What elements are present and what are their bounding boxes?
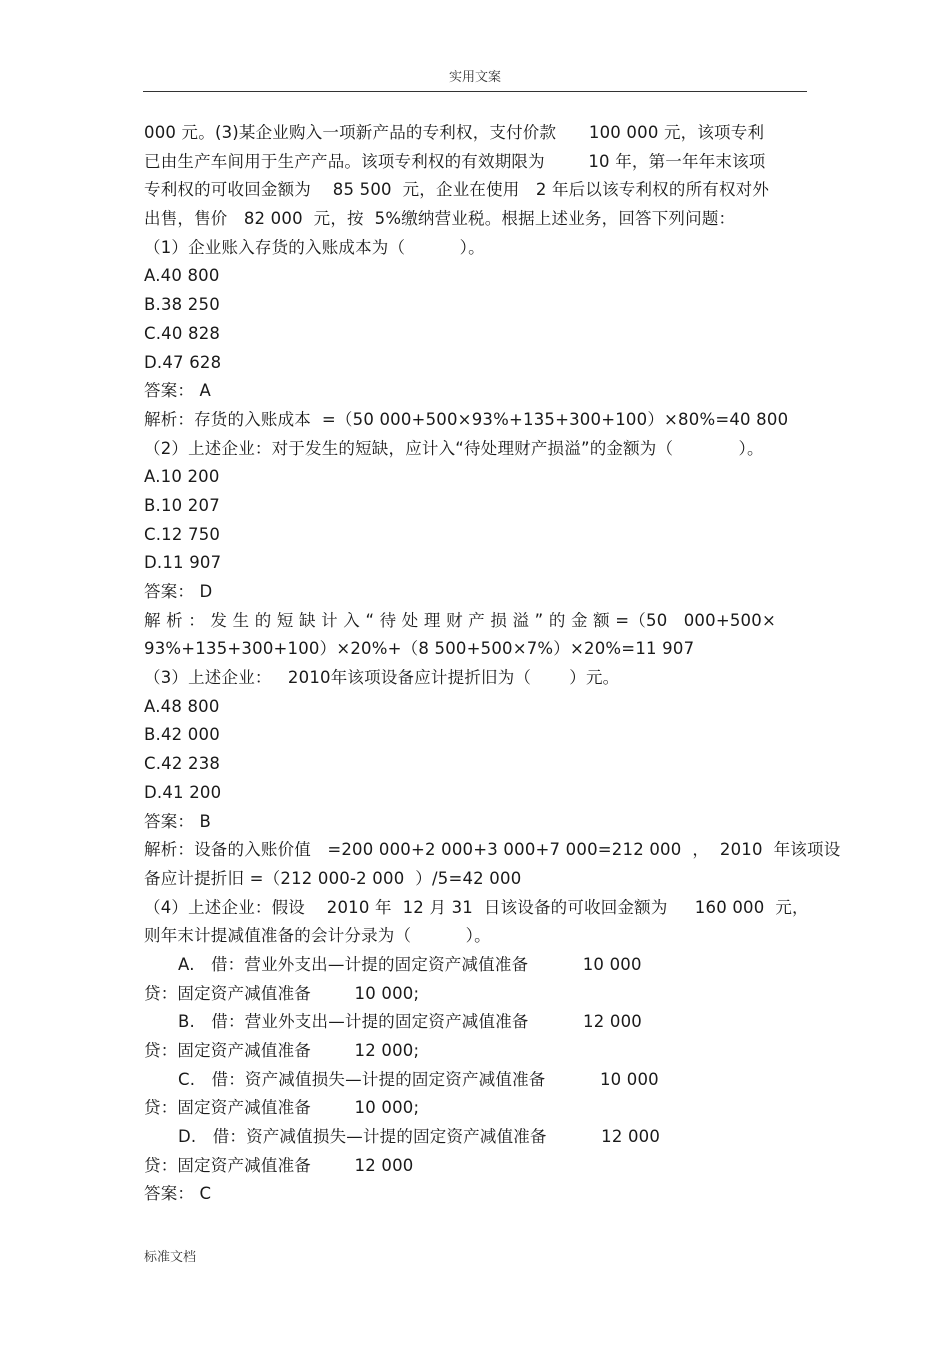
question-2: （2）上述企业：对于发生的短缺，应计入“待处理财产损溢”的金额为（ ）。: [144, 438, 764, 458]
header-divider: [143, 91, 807, 92]
page-footer: 标准文档: [144, 1250, 197, 1265]
option-b-debit: B. 借：营业外支出—计提的固定资产减值准备 12 000: [178, 1012, 642, 1032]
explanation: 解析：存货的入账成本 =（50 000+500×93%+135+300+100）×80%=40 800: [144, 409, 789, 429]
option-a: A.48 800: [144, 696, 220, 716]
answer: 答案： A: [144, 381, 212, 401]
answer: 答案： B: [144, 811, 212, 831]
text-line: 专利权的可收回金额为 85 500 元，企业在使用 2 年后以该专利权的所有权对外: [144, 180, 770, 200]
option-c: C.12 750: [144, 524, 221, 544]
option-a-credit: 贷：固定资产减值准备 10 000;: [144, 983, 420, 1003]
text-line: 出售，售价 82 000 元，按 5%缴纳营业税。根据上述业务，回答下列问题：: [144, 209, 736, 229]
option-d-debit: D. 借：资产减值损失—计提的固定资产减值准备 12 000: [178, 1127, 661, 1147]
question-4: （4）上述企业：假设 2010 年 12 月 31 日该设备的可收回金额为 160 000 元，: [144, 897, 809, 917]
document-body: [144, 119, 841, 1209]
question-3: （3）上述企业： 2010年该项设备应计提折旧为（ ）元。: [144, 668, 620, 688]
option-d: D.41 200: [144, 782, 222, 802]
option-c: C.40 828: [144, 323, 221, 343]
option-c-credit: 贷：固定资产减值准备 10 000;: [144, 1098, 420, 1118]
option-c: C.42 238: [144, 754, 221, 774]
option-b: B.10 207: [144, 495, 220, 515]
option-c-debit: C. 借：资产减值损失—计提的固定资产减值准备 10 000: [178, 1069, 659, 1089]
option-a: A.10 200: [144, 467, 220, 487]
answer: 答案： C: [144, 1184, 212, 1204]
text-line: 000 元。(3)某企业购入一项新产品的专利权，支付价款 100 000 元，该项专利: [144, 123, 765, 142]
explanation: 解析：设备的入账价值 =200 000+2 000+3 000+7 000=212 000 ， 2010 年该项设: [144, 840, 841, 860]
question-4: 则年末计提减值准备的会计分录为（ ）。: [144, 926, 491, 946]
answer: 答案： D: [144, 582, 213, 601]
question-1: （1）企业账入存货的入账成本为（ ）。: [144, 237, 485, 257]
option-d: D.11 907: [144, 553, 222, 573]
option-d-credit: 贷：固定资产减值准备 12 000: [144, 1155, 414, 1175]
option-b: B.38 250: [144, 295, 220, 315]
option-b-credit: 贷：固定资产减值准备 12 000;: [144, 1041, 420, 1060]
option-a: A.40 800: [144, 266, 220, 286]
option-b: B.42 000: [144, 725, 220, 745]
explanation: 备应计提折旧 =（212 000-2 000 ）/5=42 000: [144, 868, 522, 888]
option-a-debit: A. 借：营业外支出—计提的固定资产减值准备 10 000: [178, 954, 642, 974]
explanation: 解 析 ： 发 生 的 短 缺 计 入 “ 待 处 理 财 产 损 溢 ” 的 金 额 =（50 000+500×: [144, 610, 776, 630]
text-line: 已由生产车间用于生产产品。该项专利权的有效期限为 10 年，第一年年末该项: [144, 151, 766, 171]
page-header: 实用文案: [448, 70, 501, 85]
explanation: 93%+135+300+100）×20%+（8 500+500×7%）×20%=11 907: [144, 639, 695, 659]
option-d: D.47 628: [144, 352, 222, 372]
